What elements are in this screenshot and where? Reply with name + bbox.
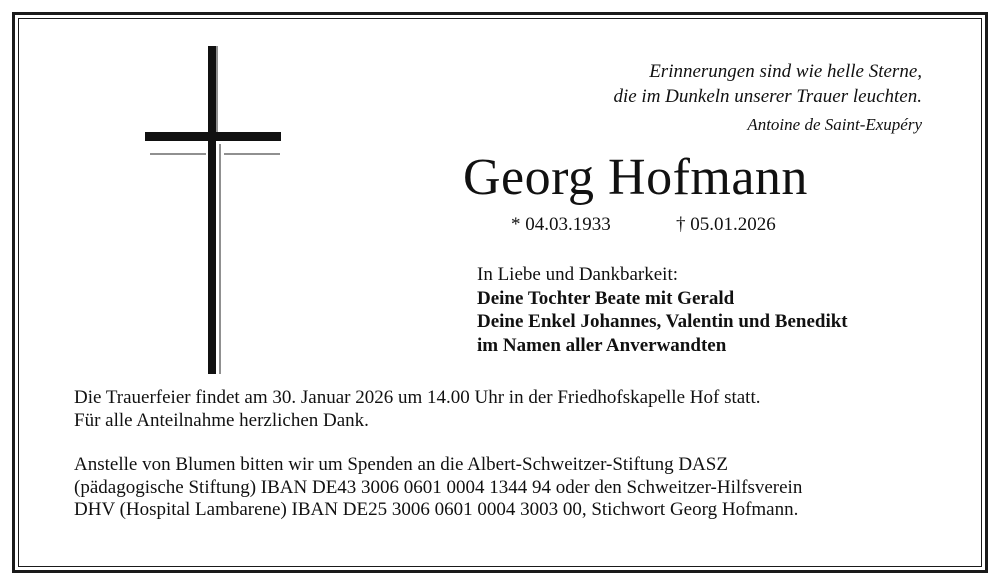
donation-line: Anstelle von Blumen bitten wir um Spenden an die Albert-Schweitzer-Stiftung DASZ <box>74 454 728 475</box>
ceremony-line: Für alle Anteilnahme herzlichen Dank. <box>74 409 369 431</box>
mourner-line: Deine Tochter Beate mit Gerald <box>477 287 735 309</box>
ceremony-line: Die Trauerfeier findet am 30. Januar 2026 um 14.00 Uhr in der Friedhofskapelle Hof statt. <box>74 387 761 408</box>
mourner-line: im Namen aller Anverwandten <box>477 334 727 356</box>
quote-block <box>613 59 922 137</box>
mourner-line: Deine Enkel Johannes, Valentin und Benedikt <box>477 311 848 332</box>
donation-line: (pädagogische Stiftung) IBAN DE43 3006 0601 0004 1344 94 oder den Schweitzer-Hilfsverein <box>74 476 803 498</box>
quote-line: Erinnerungen sind wie helle Sterne, <box>649 61 922 82</box>
mourners-intro: In Liebe und Dankbarkeit: <box>477 264 679 285</box>
quote-line: die im Dunkeln unserer Trauer leuchten. <box>613 86 922 107</box>
birth-date: * 04.03.1933 <box>511 214 611 235</box>
mourners-block <box>477 263 848 357</box>
cross-icon <box>140 44 290 376</box>
death-date: † 05.01.2026 <box>676 214 776 235</box>
quote-author: Antoine de Saint-Exupéry <box>747 115 922 134</box>
ceremony-paragraph <box>74 387 760 432</box>
donation-paragraph <box>74 454 802 522</box>
deceased-name: Georg Hofmann <box>463 149 808 206</box>
donation-line: DHV (Hospital Lambarene) IBAN DE25 3006 0601 0004 3003 00, Stichwort Georg Hofmann. <box>74 499 799 520</box>
